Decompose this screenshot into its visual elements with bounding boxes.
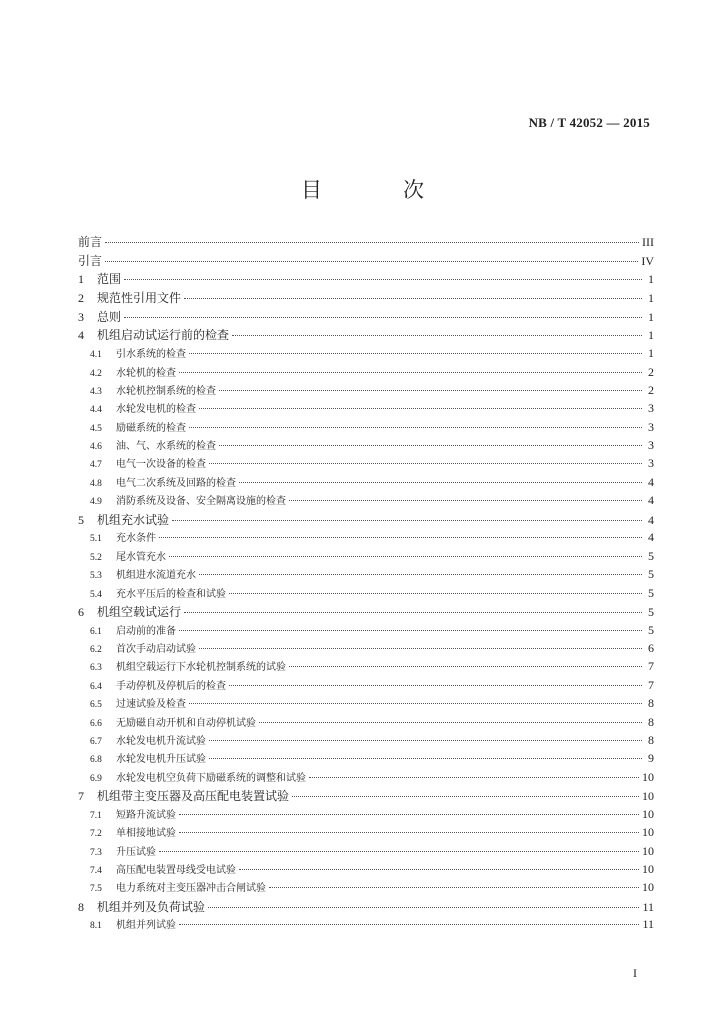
toc-entry-title: 水轮发电机升流试验 bbox=[116, 735, 206, 747]
toc-entry-title: 充水平压后的检查和试验 bbox=[116, 588, 226, 600]
toc-entry-page: 9 bbox=[648, 751, 654, 766]
dot-leader bbox=[189, 353, 642, 354]
toc-entry-title: 机组空载试运行 bbox=[97, 604, 182, 619]
dot-leader bbox=[259, 722, 642, 723]
dot-leader bbox=[239, 869, 639, 870]
dot-leader bbox=[292, 796, 639, 797]
toc-entry-number: 7.5 bbox=[90, 884, 102, 895]
toc-entry-number: 4.1 bbox=[90, 350, 102, 361]
toc-entry-title: 引言 bbox=[78, 253, 103, 268]
toc-entry-page: 1 bbox=[648, 272, 654, 287]
dot-leader bbox=[309, 777, 639, 778]
toc-entry-number: 6 bbox=[78, 604, 84, 619]
toc-entry-title: 水轮发电机空负荷下励磁系统的调整和试验 bbox=[116, 772, 306, 784]
toc-entry-number: 6.6 bbox=[90, 718, 102, 729]
toc-entry-number: 4.4 bbox=[90, 405, 102, 416]
toc-entry[interactable] bbox=[78, 364, 654, 382]
toc-entry[interactable] bbox=[78, 806, 654, 824]
toc-entry-number: 7 bbox=[78, 789, 84, 804]
dot-leader bbox=[179, 814, 639, 815]
toc-entry[interactable] bbox=[78, 529, 654, 547]
dot-leader bbox=[209, 758, 642, 759]
dot-leader bbox=[124, 317, 642, 318]
toc-entry[interactable] bbox=[78, 732, 654, 750]
toc-entry[interactable] bbox=[78, 548, 654, 566]
toc-entry[interactable] bbox=[78, 769, 654, 787]
dot-leader bbox=[169, 556, 642, 557]
toc-entry-number: 7.4 bbox=[90, 865, 102, 876]
toc-entry-title: 励磁系统的检查 bbox=[116, 422, 186, 434]
toc-entry-number: 8.1 bbox=[90, 921, 102, 932]
toc-entry-page: 10 bbox=[642, 861, 654, 876]
dot-leader bbox=[208, 907, 639, 908]
toc-entry-title: 单相接地试验 bbox=[116, 828, 176, 840]
toc-entry-number: 6.1 bbox=[90, 626, 102, 637]
toc-entry-title: 引水系统的检查 bbox=[116, 349, 186, 361]
toc-entry-number: 5 bbox=[78, 512, 84, 527]
toc-entry[interactable] bbox=[78, 419, 654, 437]
toc-entry[interactable] bbox=[78, 622, 654, 640]
toc-entry[interactable] bbox=[78, 308, 654, 327]
toc-entry-title: 电力系统对主变压器冲击合闸试验 bbox=[116, 883, 266, 895]
toc-entry-page: 6 bbox=[648, 640, 654, 655]
dot-leader bbox=[209, 463, 642, 464]
dot-leader bbox=[184, 298, 642, 299]
dot-leader bbox=[229, 593, 642, 594]
toc-entry-title: 消防系统及设备、安全隔离设施的检查 bbox=[116, 496, 286, 508]
dot-leader bbox=[172, 520, 642, 521]
toc-entry-page: III bbox=[642, 235, 654, 249]
toc-entry-number: 5.2 bbox=[90, 552, 102, 563]
toc-entry-title: 机组并列及负荷试验 bbox=[97, 899, 206, 914]
dot-leader bbox=[199, 648, 642, 649]
toc-entry-page: 10 bbox=[642, 880, 654, 895]
toc-entry-number: 4.2 bbox=[90, 368, 102, 379]
toc-entry-title: 水轮发电机升压试验 bbox=[116, 754, 206, 766]
toc-entry[interactable] bbox=[78, 879, 654, 897]
toc-entry-number: 8 bbox=[78, 899, 84, 914]
toc-entry-title: 升压试验 bbox=[116, 846, 156, 858]
dot-leader bbox=[189, 703, 642, 704]
toc-entry-page: 3 bbox=[648, 419, 654, 434]
toc-entry-number: 6.7 bbox=[90, 736, 102, 747]
toc-entry-number: 6.3 bbox=[90, 663, 102, 674]
toc-entry[interactable] bbox=[78, 916, 654, 934]
toc-entry-page: 4 bbox=[648, 474, 654, 489]
dot-leader bbox=[179, 630, 642, 631]
toc-entry[interactable] bbox=[78, 585, 654, 603]
dot-leader bbox=[239, 482, 642, 483]
toc-entry[interactable] bbox=[78, 695, 654, 713]
toc-entry-number: 1 bbox=[78, 272, 84, 287]
toc-entry-number: 6.2 bbox=[90, 644, 102, 655]
toc-entry-number: 5.4 bbox=[90, 589, 102, 600]
toc-entry-number: 6.9 bbox=[90, 773, 102, 784]
toc-entry-title: 首次手动启动试验 bbox=[116, 643, 196, 655]
toc-entry-title: 电气一次设备的检查 bbox=[116, 459, 206, 471]
toc-entry[interactable] bbox=[78, 566, 654, 584]
toc-entry-page: 4 bbox=[648, 512, 654, 527]
toc-entry-number: 4 bbox=[78, 328, 84, 343]
page-number: I bbox=[633, 966, 637, 980]
toc-entry-title: 机组空载运行下水轮机控制系统的试验 bbox=[116, 662, 286, 674]
table-of-contents bbox=[78, 233, 654, 935]
dot-leader bbox=[105, 242, 639, 243]
toc-entry-page: 8 bbox=[648, 714, 654, 729]
toc-entry[interactable] bbox=[78, 824, 654, 842]
toc-entry-number: 2 bbox=[78, 291, 84, 306]
toc-entry[interactable] bbox=[78, 252, 654, 271]
toc-entry-page: IV bbox=[641, 253, 654, 268]
toc-entry-page: 1 bbox=[648, 291, 654, 306]
toc-entry-title: 前言 bbox=[78, 235, 103, 249]
toc-entry-page: 10 bbox=[642, 825, 654, 840]
toc-entry-page: 1 bbox=[648, 309, 654, 324]
dot-leader bbox=[232, 335, 642, 336]
dot-leader bbox=[289, 500, 642, 501]
toc-entry-number: 6.8 bbox=[90, 755, 102, 766]
toc-entry-title: 机组充水试验 bbox=[97, 512, 170, 527]
dot-leader bbox=[189, 427, 642, 428]
toc-entry-title: 充水条件 bbox=[116, 533, 156, 545]
dot-leader bbox=[219, 445, 642, 446]
toc-entry-title: 水轮机的检查 bbox=[116, 367, 176, 379]
toc-entry-page: 3 bbox=[648, 401, 654, 416]
dot-leader bbox=[199, 574, 642, 575]
toc-entry-number: 4.3 bbox=[90, 386, 102, 397]
toc-entry[interactable] bbox=[78, 233, 654, 252]
toc-entry-page: 5 bbox=[648, 567, 654, 582]
toc-entry-page: 7 bbox=[648, 659, 654, 674]
toc-entry-page: 4 bbox=[648, 493, 654, 508]
dot-leader bbox=[229, 685, 642, 686]
dot-leader bbox=[159, 537, 642, 538]
toc-entry-page: 1 bbox=[648, 328, 654, 343]
dot-leader bbox=[199, 408, 642, 409]
toc-entry-title: 总则 bbox=[97, 309, 122, 324]
toc-entry[interactable] bbox=[78, 345, 654, 363]
dot-leader bbox=[105, 261, 638, 262]
standard-code: NB / T 42052 — 2015 bbox=[528, 115, 650, 130]
toc-entry-page: 10 bbox=[642, 789, 654, 804]
toc-entry-title: 水轮发电机的检查 bbox=[116, 404, 196, 416]
toc-entry-title: 过速试验及检查 bbox=[116, 699, 186, 711]
toc-entry-page: 8 bbox=[648, 732, 654, 747]
toc-entry-number: 7.1 bbox=[90, 810, 102, 821]
toc-entry-page: 10 bbox=[642, 843, 654, 858]
toc-entry[interactable] bbox=[78, 511, 654, 530]
dot-leader bbox=[159, 851, 639, 852]
toc-entry-number: 6.5 bbox=[90, 700, 102, 711]
toc-entry-number: 6.4 bbox=[90, 681, 102, 692]
toc-entry-title: 规范性引用文件 bbox=[97, 291, 182, 306]
dot-leader bbox=[179, 372, 642, 373]
toc-entry-page: 1 bbox=[648, 346, 654, 361]
toc-entry[interactable] bbox=[78, 640, 654, 658]
toc-entry-page: 2 bbox=[648, 382, 654, 397]
toc-entry-number: 3 bbox=[78, 309, 84, 324]
toc-entry-page: 11 bbox=[642, 899, 654, 914]
toc-entry-number: 4.8 bbox=[90, 478, 102, 489]
toc-entry-title: 尾水管充水 bbox=[116, 551, 166, 563]
toc-entry-title: 手动停机及停机后的检查 bbox=[116, 680, 226, 692]
toc-entry[interactable] bbox=[78, 787, 654, 806]
toc-entry[interactable] bbox=[78, 658, 654, 676]
toc-entry-page: 2 bbox=[648, 364, 654, 379]
toc-entry-title: 机组进水流道充水 bbox=[116, 570, 196, 582]
dot-leader bbox=[209, 740, 642, 741]
toc-entry[interactable] bbox=[78, 714, 654, 732]
dot-leader bbox=[269, 887, 639, 888]
toc-entry-page: 10 bbox=[642, 806, 654, 821]
toc-entry-page: 5 bbox=[648, 622, 654, 637]
toc-entry-page: 10 bbox=[642, 769, 654, 784]
toc-entry-title: 机组并列试验 bbox=[116, 920, 176, 932]
toc-entry-number: 5.1 bbox=[90, 534, 102, 545]
toc-entry-title: 水轮机控制系统的检查 bbox=[116, 385, 216, 397]
toc-entry-title: 电气二次系统及回路的检查 bbox=[116, 477, 236, 489]
toc-entry-title: 机组带主变压器及高压配电装置试验 bbox=[97, 789, 290, 804]
toc-entry-page: 4 bbox=[648, 530, 654, 545]
toc-entry[interactable] bbox=[78, 474, 654, 492]
dot-leader bbox=[219, 390, 642, 391]
toc-entry-number: 5.3 bbox=[90, 571, 102, 582]
toc-entry-page: 7 bbox=[648, 677, 654, 692]
toc-entry[interactable] bbox=[78, 677, 654, 695]
dot-leader bbox=[184, 612, 642, 613]
page-title: 目 次 bbox=[301, 178, 454, 202]
dot-leader bbox=[179, 924, 639, 925]
toc-entry[interactable] bbox=[78, 603, 654, 622]
toc-entry-title: 无励磁自动开机和自动停机试验 bbox=[116, 717, 256, 729]
toc-entry-page: 5 bbox=[648, 585, 654, 600]
toc-entry-number: 4.5 bbox=[90, 423, 102, 434]
toc-entry-number: 4.6 bbox=[90, 442, 102, 453]
dot-leader bbox=[179, 832, 639, 833]
toc-entry[interactable] bbox=[78, 437, 654, 455]
toc-entry-page: 3 bbox=[648, 456, 654, 471]
toc-entry-title: 高压配电装置母线受电试验 bbox=[116, 864, 236, 876]
toc-entry[interactable] bbox=[78, 492, 654, 510]
toc-entry-number: 7.3 bbox=[90, 847, 102, 858]
toc-entry-title: 油、气、水系统的检查 bbox=[116, 441, 216, 453]
toc-entry[interactable] bbox=[78, 326, 654, 345]
toc-entry[interactable] bbox=[78, 455, 654, 473]
toc-entry-title: 短路升流试验 bbox=[116, 809, 176, 821]
toc-entry-number: 4.9 bbox=[90, 497, 102, 508]
dot-leader bbox=[124, 279, 642, 280]
toc-entry-number: 4.7 bbox=[90, 460, 102, 471]
toc-entry-page: 11 bbox=[642, 917, 654, 932]
toc-entry[interactable] bbox=[78, 382, 654, 400]
toc-entry[interactable] bbox=[78, 898, 654, 917]
toc-entry[interactable] bbox=[78, 861, 654, 879]
toc-entry[interactable] bbox=[78, 270, 654, 289]
toc-entry-page: 8 bbox=[648, 696, 654, 711]
toc-entry[interactable] bbox=[78, 400, 654, 418]
toc-entry[interactable] bbox=[78, 843, 654, 861]
toc-entry-title: 启动前的准备 bbox=[116, 625, 176, 637]
toc-entry-page: 5 bbox=[648, 548, 654, 563]
toc-entry-page: 5 bbox=[648, 604, 654, 619]
toc-entry[interactable] bbox=[78, 750, 654, 768]
toc-entry-page: 3 bbox=[648, 438, 654, 453]
toc-entry-title: 范围 bbox=[97, 272, 122, 287]
toc-entry[interactable] bbox=[78, 289, 654, 308]
toc-entry-number: 7.2 bbox=[90, 829, 102, 840]
dot-leader bbox=[289, 666, 642, 667]
toc-entry-title: 机组启动试运行前的检查 bbox=[97, 328, 230, 343]
